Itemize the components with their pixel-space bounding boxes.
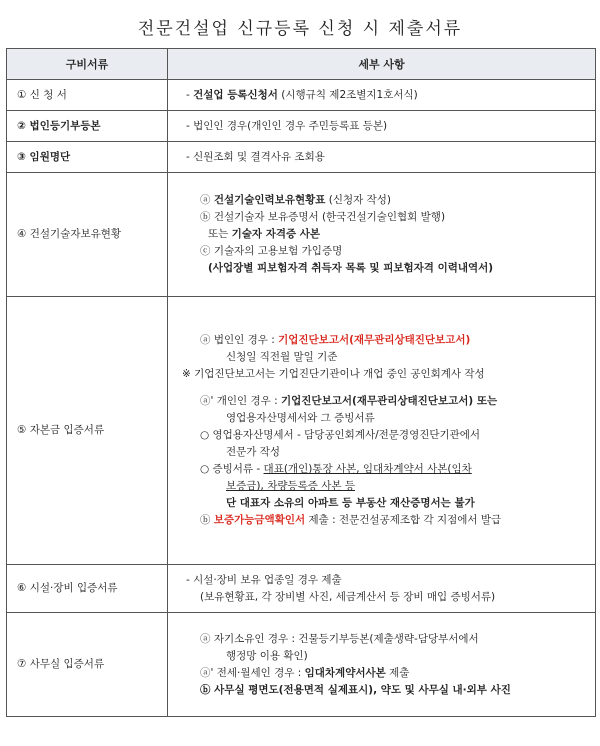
detail-line: ⓐ 건설기술인력보유현황표 (신청자 작성) (200, 194, 392, 206)
detail-line: ※ 기업진단보고서는 기업진단기관이나 개업 중인 공인회계사 작성 (182, 368, 485, 380)
documents-table (6, 48, 596, 717)
header-details: 세부 사항 (168, 49, 596, 80)
row-detail (168, 142, 596, 173)
row-label-officer-list: ③ 임원명단 (7, 142, 168, 173)
row-detail (168, 613, 596, 717)
row-detail (168, 173, 596, 297)
detail-line: - 건설업 등록신청서 (시행규칙 제2조별지1호서식) (186, 88, 418, 101)
row-label-engineers: ④ 건설기술자보유현황 (7, 173, 168, 297)
header-documents: 구비서류 (7, 49, 168, 80)
detail-line: (사업장별 피보험자격 취득자 목록 및 피보험자격 이력내역서) (208, 262, 494, 274)
table-row (7, 297, 596, 565)
detail-line: 단 대표자 소유의 아파트 등 부동산 재산증명서는 불가 (226, 497, 475, 509)
detail-line: ⓐ 법인인 경우 : 기업진단보고서(재무관리상태진단보고서) (200, 334, 471, 346)
row-label-corporate-registry: ② 법인등기부등본 (7, 111, 168, 142)
table-row (7, 613, 596, 717)
detail-line: ⓑ 보증가능금액확인서 제출 : 전문건설공제조합 각 지점에서 발급 (200, 514, 502, 526)
detail-line: 보증금), 차량등록증 사본 등 (226, 480, 356, 492)
detail-line: - 시설·장비 보유 업종일 경우 제출 (186, 573, 342, 586)
row-label-application: ① 신 청 서 (7, 80, 168, 111)
table-row (7, 565, 596, 613)
spacer (182, 383, 591, 393)
row-detail (168, 565, 596, 613)
table-header-row (7, 49, 596, 80)
detail-line: - 법인인 경우(개인인 경우 주민등록표 등본) (186, 119, 388, 132)
row-detail (168, 80, 596, 111)
row-detail (168, 111, 596, 142)
table-row (7, 142, 596, 173)
detail-line: ○ 증빙서류 - 대표(개인)통장 사본, 임대차계약서 사본(임차 (200, 463, 472, 475)
detail-line: 행정망 이용 확인) (226, 649, 308, 662)
table-row (7, 111, 596, 142)
table-row (7, 173, 596, 297)
detail-line: ⓐ 자기소유인 경우 : 건물등기부등본(제출생략-담당부서에서 (200, 632, 479, 645)
detail-line: ⓐ' 개인인 경우 : 기업진단보고서(재무관리상태진단보고서) 또는 (200, 395, 498, 407)
page-title: 전문건설업 신규등록 신청 시 제출서류 (137, 19, 463, 39)
detail-line: ⓐ' 전세·월세인 경우 : 임대차계약서사본 제출 (200, 666, 410, 679)
detail-line: 또는 기술자 자격증 사본 (208, 228, 321, 240)
row-label-office: ⑦ 사무실 입증서류 (7, 613, 168, 717)
detail-line: ⓑ 사무실 평면도(전용면적 실제표시), 약도 및 사무실 내·외부 사진 (200, 683, 511, 696)
detail-line: ⓒ 기술자의 고용보험 가입증명 (200, 245, 343, 257)
detail-line: ⓑ 건설기술자 보유증명서 (한국건설기술인협회 발행) (200, 211, 446, 223)
detail-line: 영업용자산명세서와 그 증빙서류 (226, 412, 375, 424)
table-row (7, 80, 596, 111)
row-detail (168, 297, 596, 565)
detail-line: 신청일 직전월 말일 기준 (226, 351, 338, 363)
detail-line: - 신원조회 및 결격사유 조회용 (186, 150, 325, 163)
detail-line: ○ 영업용자산명세서 - 담당공인회계사/전문경영진단기관에서 (200, 429, 481, 441)
row-label-capital: ⑤ 자본금 입증서류 (7, 297, 168, 565)
detail-line: (보유현황표, 각 장비별 사진, 세금계산서 등 장비 매입 증빙서류) (200, 590, 496, 603)
row-label-equipment: ⑥ 시설·장비 입증서류 (7, 565, 168, 613)
detail-line: 전문가 작성 (226, 446, 281, 458)
